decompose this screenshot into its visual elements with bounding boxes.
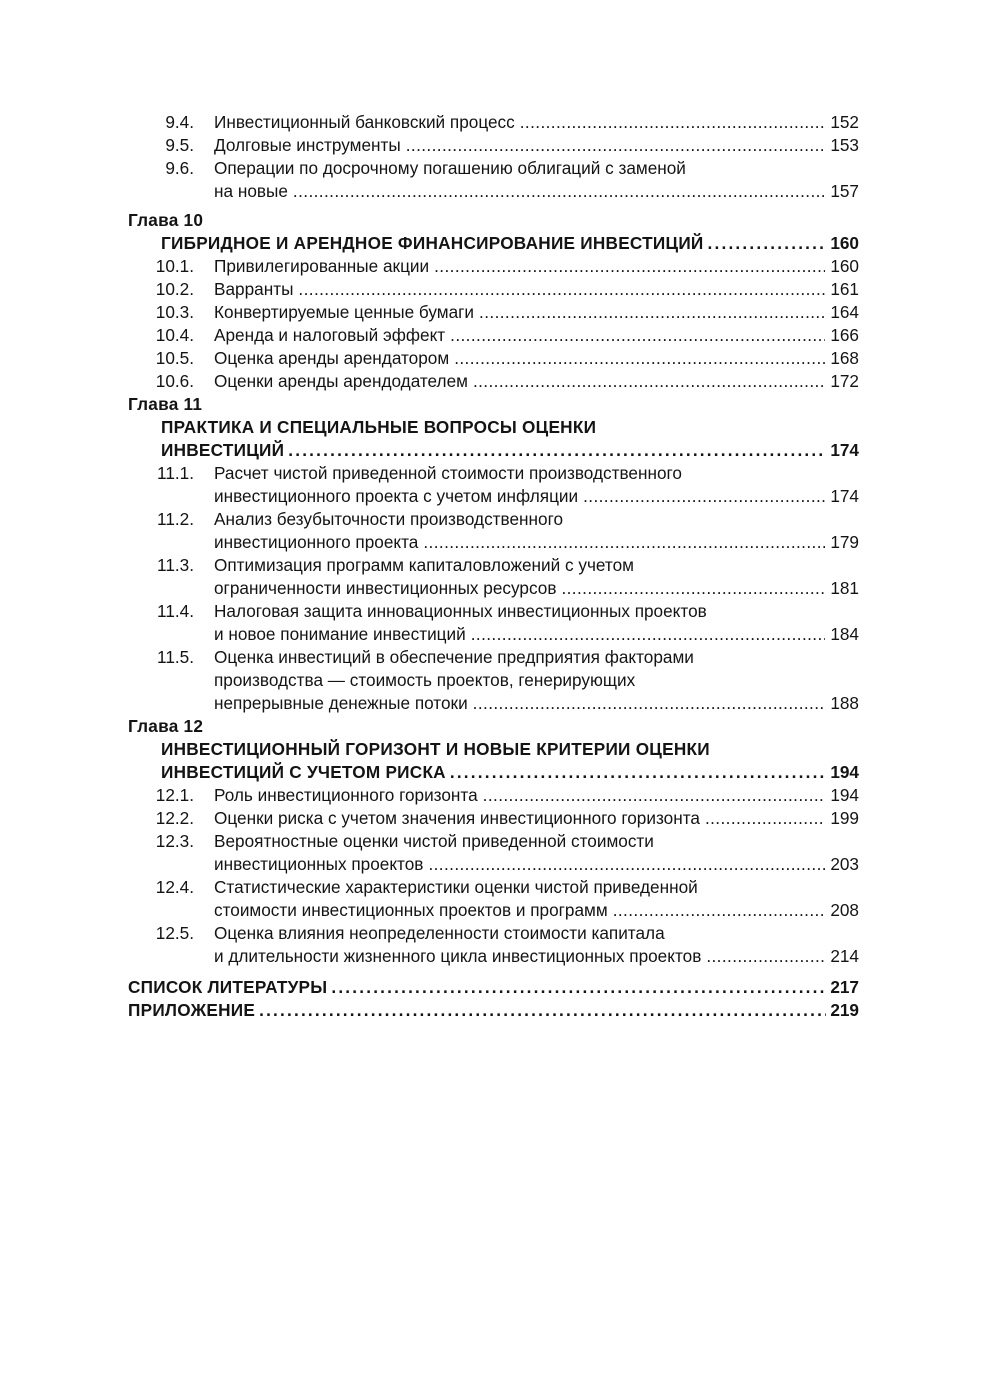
section-number: 10.6.	[155, 371, 194, 391]
toc-entry-11-3-cont	[128, 577, 859, 600]
section-title-line-2: и новое понимание инвестиций	[214, 624, 466, 644]
chapter-12-title-line-1	[128, 738, 859, 761]
section-title-line-1: Оценка влияния неопределенности стоимости капитала	[214, 923, 665, 943]
section-title: Варранты	[214, 279, 294, 299]
dot-leader	[434, 255, 825, 278]
dot-leader	[705, 807, 825, 830]
page-number: 179	[830, 532, 859, 552]
page-number: 172	[830, 371, 859, 391]
chapter-title-line-2: ИНВЕСТИЦИЙ	[161, 440, 285, 460]
dot-leader	[706, 945, 825, 968]
section-title-line-1: Анализ безубыточности производственного	[214, 509, 564, 529]
toc-entry-9-4	[128, 111, 859, 134]
page-number: 181	[830, 578, 859, 598]
toc-entry-12-3	[128, 830, 859, 853]
section-title: Конвертируемые ценные бумаги	[214, 302, 475, 322]
section-title-line-2: производства — стоимость проектов, генерирующих	[214, 670, 636, 690]
toc-entry-9-5	[128, 134, 859, 157]
chapter-title-line-2: ИНВЕСТИЦИЙ С УЧЕТОМ РИСКА	[161, 762, 446, 782]
page-number: 203	[830, 854, 859, 874]
section-number: 12.3.	[155, 831, 194, 851]
page-number: 208	[830, 900, 859, 920]
section-number: 9.4.	[165, 112, 194, 132]
section-title-line-1: Налоговая защита инновационных инвестиционных проектов	[214, 601, 707, 621]
section-number: 11.4.	[157, 601, 194, 621]
section-title-line-1: Оптимизация программ капиталовложений с учетом	[214, 555, 634, 575]
toc-entry-11-4-cont	[128, 623, 859, 646]
toc-entry-9-6	[128, 157, 859, 180]
toc-entry-10-5	[128, 347, 859, 370]
dot-leader	[471, 623, 826, 646]
page-number: 174	[830, 486, 859, 506]
toc-entry-10-3	[128, 301, 859, 324]
chapter-title: ИНВЕСТИЦИОННЫЙ ГОРИЗОНТ И НОВЫЕ КРИТЕРИИ ОЦЕНКИ	[161, 739, 710, 759]
chapter-12-heading: Глава 12	[128, 716, 204, 736]
page-number: 184	[830, 624, 859, 644]
dot-leader	[583, 485, 825, 508]
toc-entry-11-3	[128, 554, 859, 577]
dot-leader	[298, 278, 825, 301]
section-title-line-1: Статистические характеристики оценки чистой приведенной	[214, 877, 698, 897]
section-title-line-1: Вероятностные оценки чистой приведенной стоимости	[214, 831, 654, 851]
page-number: 168	[830, 348, 859, 368]
section-title-line-3: непрерывные денежные потоки	[214, 693, 468, 713]
dot-leader	[259, 999, 826, 1022]
section-title-line-2: стоимости инвестиционных проектов и программ	[214, 900, 608, 920]
section-number: 9.5.	[165, 135, 194, 155]
toc-entry-references	[128, 976, 859, 999]
page-number: 153	[830, 135, 859, 155]
section-title-line-2: и длительности жизненного цикла инвестиционных проектов	[214, 946, 702, 966]
page-number: 160	[830, 233, 859, 253]
dot-leader	[450, 761, 826, 784]
toc-entry-12-5-cont	[128, 945, 859, 968]
toc-entry-10-2	[128, 278, 859, 301]
section-number: 9.6.	[165, 158, 194, 178]
section-title: Оценки риска с учетом значения инвестиционного горизонта	[214, 808, 700, 828]
section-title: Инвестиционный банковский процесс	[214, 112, 515, 132]
page-number: 161	[830, 279, 859, 299]
toc-entry-12-1	[128, 784, 859, 807]
page-number: 188	[830, 693, 859, 713]
section-number: 11.5.	[157, 647, 194, 667]
dot-leader	[428, 853, 825, 876]
section-number: 10.5.	[155, 348, 194, 368]
section-number: 12.4.	[155, 877, 194, 897]
section-number: 12.1.	[155, 785, 194, 805]
page-number: 152	[830, 112, 859, 132]
toc-entry-12-5	[128, 922, 859, 945]
page-number: 194	[830, 762, 859, 782]
toc-entry-9-6-cont	[128, 180, 859, 203]
section-number: 10.4.	[155, 325, 194, 345]
section-number: 10.1.	[155, 256, 194, 276]
chapter-11-title-line-1	[128, 416, 859, 439]
references-title: СПИСОК ЛИТЕРАТУРЫ	[128, 977, 328, 997]
dot-leader	[450, 324, 825, 347]
chapter-11-heading: Глава 11	[128, 394, 203, 414]
dot-leader	[423, 531, 825, 554]
toc-entry-11-5	[128, 646, 859, 669]
toc-entry-11-1-cont	[128, 485, 859, 508]
section-title: Привилегированные акции	[214, 256, 430, 276]
page-number: 164	[830, 302, 859, 322]
toc-entry-11-4	[128, 600, 859, 623]
chapter-12-title-entry	[128, 761, 859, 784]
chapter-10-title-entry	[128, 232, 859, 255]
dot-leader	[708, 232, 827, 255]
page-number: 214	[830, 946, 859, 966]
page-number: 194	[830, 785, 859, 805]
section-number: 12.5.	[155, 923, 194, 943]
toc-entry-appendix	[128, 999, 859, 1022]
toc-entry-11-2	[128, 508, 859, 531]
section-title: Долговые инструменты	[214, 135, 401, 155]
dot-leader	[483, 784, 826, 807]
section-title-line-2: инвестиционного проекта	[214, 532, 419, 552]
appendix-title: ПРИЛОЖЕНИЕ	[128, 1000, 256, 1020]
toc-entry-12-3-cont	[128, 853, 859, 876]
section-number: 11.1.	[157, 463, 194, 483]
section-title: Оценки аренды арендодателем	[214, 371, 468, 391]
page-number: 166	[830, 325, 859, 345]
section-title-line-2: на новые	[214, 181, 288, 201]
dot-leader	[473, 370, 825, 393]
page-number: 174	[830, 440, 859, 460]
section-number: 12.2.	[155, 808, 194, 828]
section-title-line-2: инвестиционных проектов	[214, 854, 424, 874]
section-title-line-1: Оценка инвестиций в обеспечение предприятия факторами	[214, 647, 694, 667]
page-number: 157	[830, 181, 859, 201]
page-number: 219	[830, 1000, 859, 1020]
section-number: 11.2.	[157, 509, 194, 529]
dot-leader	[561, 577, 825, 600]
section-number: 10.3.	[155, 302, 194, 322]
section-title: Оценка аренды арендатором	[214, 348, 450, 368]
toc-entry-10-4	[128, 324, 859, 347]
chapter-title: ПРАКТИКА И СПЕЦИАЛЬНЫЕ ВОПРОСЫ ОЦЕНКИ	[161, 417, 597, 437]
page-number: 160	[830, 256, 859, 276]
section-title-line-2: ограниченности инвестиционных ресурсов	[214, 578, 557, 598]
dot-leader	[331, 976, 826, 999]
chapter-11-title-entry	[128, 439, 859, 462]
dot-leader	[613, 899, 826, 922]
section-title: Роль инвестиционного горизонта	[214, 785, 478, 805]
section-number: 10.2.	[155, 279, 194, 299]
toc-entry-11-1	[128, 462, 859, 485]
dot-leader	[473, 692, 826, 715]
toc-entry-10-1	[128, 255, 859, 278]
section-number: 11.3.	[157, 555, 194, 575]
section-title-line-1: Операции по досрочному погашению облигаций с заменой	[214, 158, 686, 178]
dot-leader	[454, 347, 825, 370]
dot-leader	[293, 180, 825, 203]
dot-leader	[406, 134, 826, 157]
section-title-line-2: инвестиционного проекта с учетом инфляции	[214, 486, 579, 506]
table-of-contents	[128, 111, 859, 1022]
dot-leader	[520, 111, 826, 134]
toc-entry-10-6	[128, 370, 859, 393]
toc-entry-11-5-cont	[128, 692, 859, 715]
section-title-line-1: Расчет чистой приведенной стоимости производственного	[214, 463, 682, 483]
toc-entry-12-4-cont	[128, 899, 859, 922]
toc-entry-12-4	[128, 876, 859, 899]
section-title: Аренда и налоговый эффект	[214, 325, 446, 345]
toc-entry-11-2-cont	[128, 531, 859, 554]
page-number: 199	[830, 808, 859, 828]
dot-leader	[479, 301, 825, 324]
dot-leader	[288, 439, 826, 462]
chapter-title: ГИБРИДНОЕ И АРЕНДНОЕ ФИНАНСИРОВАНИЕ ИНВЕСТИЦИЙ	[161, 233, 704, 253]
page-number: 217	[830, 977, 859, 997]
toc-entry-12-2	[128, 807, 859, 830]
chapter-10-heading: Глава 10	[128, 210, 204, 230]
toc-entry-11-5-line-2	[128, 669, 859, 692]
